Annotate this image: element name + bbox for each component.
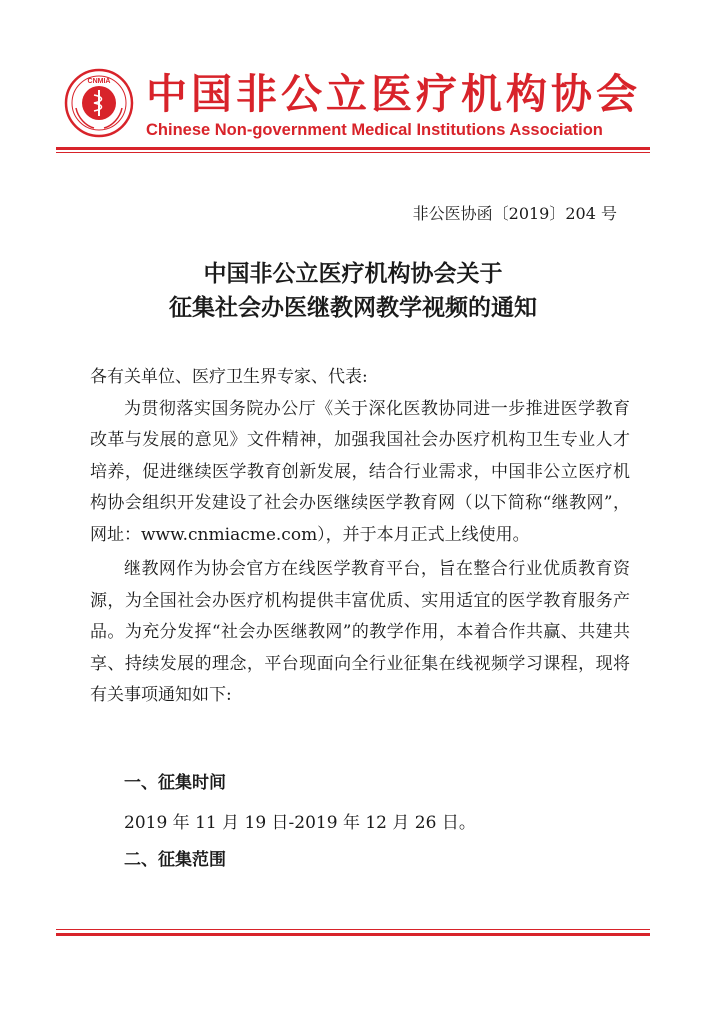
salutation: 各有关单位、医疗卫生界专家、代表:: [90, 367, 368, 387]
org-name-cn: 中国非公立医疗机构协会: [146, 70, 641, 118]
section-heading-1: 一、征集时间: [124, 773, 226, 793]
association-seal-logo: [64, 68, 134, 138]
document-number: 非公医协函〔2019〕204 号: [412, 204, 617, 223]
document-body: [90, 362, 630, 712]
title-line-2: 征集社会办医继教网教学视频的通知: [169, 295, 537, 321]
title-line-1: 中国非公立医疗机构协会关于: [203, 261, 503, 287]
footer-rule-thick: [56, 933, 650, 936]
letterhead-rule-thick: [56, 147, 650, 150]
section-content-1: 2019 年 11 月 19 日-2019 年 12 月 26 日。: [124, 813, 476, 833]
paragraph-1: 为贯彻落实国务院办公厅《关于深化医教协同进一步推进医学教育改革与发展的意见》文件精神，加强我国社会办医疗机构卫生专业人才培养，促进继续医学教育创新发展，结合行业需求，中国非公立医疗机构协会组织开发建设了社会办医继续医学教育网（以下简称“继教网”，网址：www.cnmiacme.com），并于本月正式上线使用。: [90, 398, 630, 545]
section-heading-2: 二、征集范围: [124, 850, 226, 870]
letterhead-rule-thin: [56, 152, 650, 153]
org-name-en: Chinese Non-government Medical Institutions Association: [146, 121, 603, 139]
document-title: [60, 257, 646, 325]
paragraph-2: 继教网作为协会官方在线医学教育平台，旨在整合行业优质教育资源，为全国社会办医疗机构提供丰富优质、实用适宜的医学教育服务产品。为充分发挥“社会办医继教网”的教学作用，本着合作共赢、共建共享、持续发展的理念，平台现面向全行业征集在线视频学习课程，现将有关事项通知如下:: [90, 559, 630, 705]
svg-text:CNMIA: CNMIA: [87, 78, 111, 85]
footer-rule-thin: [56, 929, 650, 930]
